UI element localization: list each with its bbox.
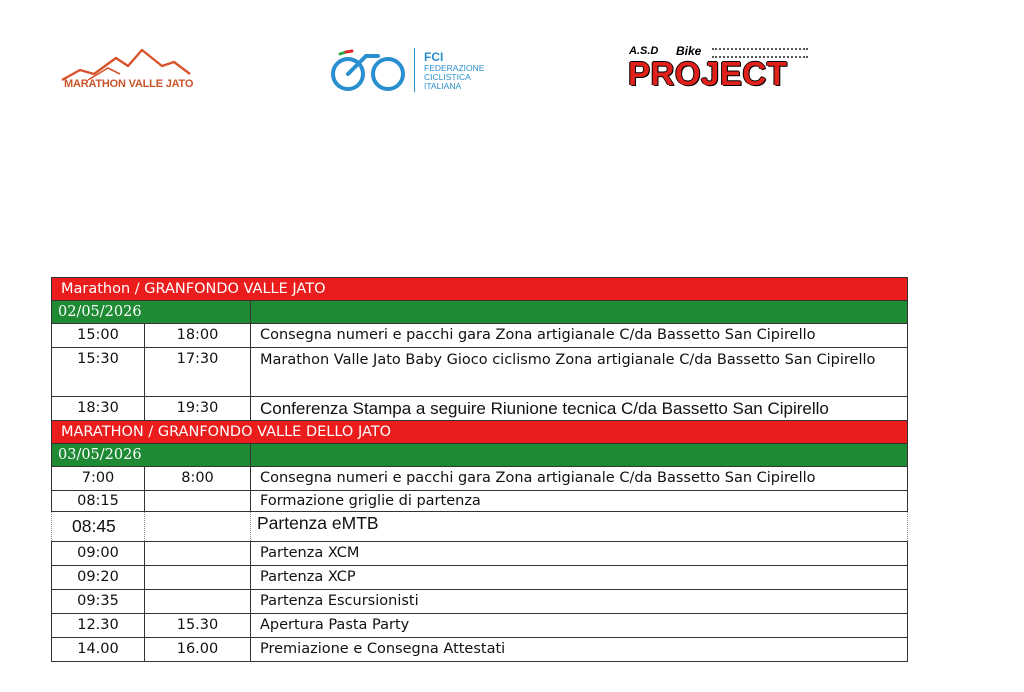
start-time: 15:00 [52, 324, 145, 348]
end-time: 19:30 [145, 397, 251, 421]
event-description: Partenza Escursionisti [251, 590, 908, 614]
date-row-filler [251, 301, 908, 324]
schedule-row [52, 512, 908, 542]
fci-abbreviation: FCI [424, 50, 444, 64]
schedule-row [52, 397, 908, 421]
event-description: Consegna numeri e pacchi gara Zona artigianale C/da Bassetto San Cipirello [251, 324, 908, 348]
start-time: 09:35 [52, 590, 145, 614]
event-description: Marathon Valle Jato Baby Gioco ciclismo Zona artigianale C/da Bassetto San Cipirello [251, 348, 908, 397]
event-description: Formazione griglie di partenza [251, 491, 908, 512]
schedule-row [52, 614, 908, 638]
fci-full-name [424, 64, 494, 91]
start-time: 12.30 [52, 614, 145, 638]
day-date: 03/05/2026 [52, 444, 251, 467]
schedule-table [51, 277, 908, 662]
schedule-row [52, 542, 908, 566]
end-time: 15.30 [145, 614, 251, 638]
day-date-row [52, 301, 908, 324]
day-title: MARATHON / GRANFONDO VALLE DELLO JATO [52, 421, 908, 444]
event-description: Premiazione e Consegna Attestati [251, 638, 908, 662]
day-title-row [52, 278, 908, 301]
end-time: 8:00 [145, 467, 251, 491]
end-time: 17:30 [145, 348, 251, 397]
schedule-row [52, 638, 908, 662]
end-time: 16.00 [145, 638, 251, 662]
end-time: 18:00 [145, 324, 251, 348]
start-time: 7:00 [52, 467, 145, 491]
fci-divider [414, 48, 415, 92]
date-row-filler [251, 444, 908, 467]
event-description: Partenza XCP [251, 566, 908, 590]
start-time: 14.00 [52, 638, 145, 662]
start-time: 09:20 [52, 566, 145, 590]
end-time [145, 542, 251, 566]
start-time: 15:30 [52, 348, 145, 397]
schedule-row [52, 348, 908, 397]
event-description: Apertura Pasta Party [251, 614, 908, 638]
event-description: Conferenza Stampa a seguire Riunione tecnica C/da Bassetto San Cipirello [251, 397, 908, 421]
fci-logo [326, 44, 506, 96]
marathon-logo-text: MARATHON VALLE JATO [64, 78, 194, 90]
day-title-row [52, 421, 908, 444]
start-time: 09:00 [52, 542, 145, 566]
day-title: Marathon / GRANFONDO VALLE JATO [52, 278, 908, 301]
schedule-row [52, 491, 908, 512]
event-description: Partenza XCM [251, 542, 908, 566]
bicycle-icon [326, 48, 410, 92]
fci-name-line: FEDERAZIONE [424, 63, 485, 73]
end-time [145, 512, 251, 542]
bike-text: Bike [676, 44, 702, 58]
schedule-row [52, 467, 908, 491]
project-text: PROJECT [628, 55, 788, 92]
schedule-row [52, 324, 908, 348]
fci-name-line: ITALIANA [424, 81, 462, 91]
start-time: 18:30 [52, 397, 145, 421]
fci-name-line: CICLISTICA [424, 72, 471, 82]
end-time [145, 590, 251, 614]
day-date: 02/05/2026 [52, 301, 251, 324]
asd-text: A.S.D [629, 45, 659, 57]
schedule-row [52, 566, 908, 590]
event-description: Consegna numeri e pacchi gara Zona artigianale C/da Bassetto San Cipirello [251, 467, 908, 491]
asd-bike-project-logo [626, 44, 812, 96]
marathon-valle-jato-logo [58, 44, 208, 96]
day-date-row [52, 444, 908, 467]
end-time [145, 566, 251, 590]
end-time [145, 491, 251, 512]
event-description: Partenza eMTB [251, 512, 908, 542]
schedule-row [52, 590, 908, 614]
start-time: 08:45 [52, 512, 145, 542]
start-time: 08:15 [52, 491, 145, 512]
